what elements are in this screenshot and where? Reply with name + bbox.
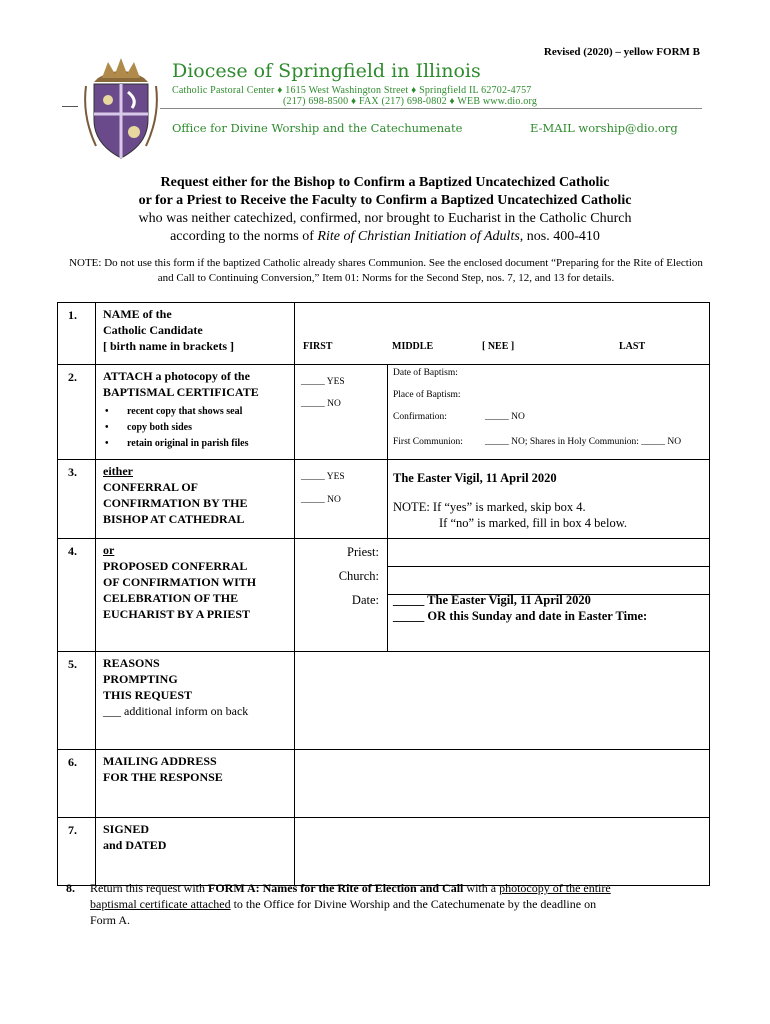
church-label: Church: — [338, 569, 379, 583]
middle-name-label: MIDDLE — [392, 341, 434, 352]
first-communion-label: First Communion: — [393, 437, 463, 447]
column-divider — [387, 460, 388, 538]
row-label: SIGNED and DATED — [96, 818, 295, 886]
priest-conferral-details — [295, 539, 710, 652]
confirmation-label: Confirmation: — [393, 412, 447, 422]
request-form-table — [57, 302, 710, 886]
row-number: 6. — [58, 750, 96, 818]
row-priest-conferral — [58, 539, 710, 652]
last-name-label: LAST — [619, 341, 646, 352]
nee-label: [ NEE ] — [482, 341, 515, 352]
return-instructions: 8. Return this request with FORM A: Names for the Rite of Election and Call with a photocopy of the entire baptismal certificate attached to the Office for Divine Worship and the Catechumenate by the deadline on Form A. — [66, 881, 611, 927]
attached-no-checkbox[interactable]: _____ NO — [301, 399, 341, 409]
form-note: NOTE: Do not use this form if the baptized Catholic already shares Communion. See the enclosed document “Preparing for the Rite of Election and Call to Continuing Conversion,” Item 01: Norms for the Second Step, nos. 7, 12, and 13 for details. — [69, 257, 703, 284]
office-email: E-MAIL worship@dio.org — [530, 121, 678, 135]
address-line-2: (217) 698-8500 ♦ FAX (217) 698-0802 ♦ WEB www.dio.org — [283, 96, 538, 107]
date-of-baptism-field[interactable]: Date of Baptism: — [393, 368, 458, 378]
row-label: or PROPOSED CONFERRAL OF CONFIRMATION WITH CELEBRATION OF THE EUCHARIST BY A PRIEST — [96, 539, 295, 652]
title-line-3: who was neither catechized, confirmed, nor brought to Eucharist in the Catholic Church — [138, 211, 632, 226]
seal-rule — [62, 106, 78, 107]
list-item: • retain original in parish files — [103, 436, 288, 452]
skip-note-yes: NOTE: If “yes” is marked, skip box 4. — [393, 500, 586, 514]
certificate-requirements — [103, 404, 288, 452]
date-label: Date: — [351, 593, 379, 607]
office-name: Office for Divine Worship and the Catechumenate — [172, 121, 463, 135]
row-number: 7. — [58, 818, 96, 886]
priest-field[interactable] — [387, 539, 709, 567]
header-rule — [160, 108, 702, 109]
bishop-yes-checkbox[interactable]: _____ YES — [301, 472, 345, 482]
row-baptismal-certificate — [58, 365, 710, 460]
candidate-name-field[interactable] — [295, 303, 710, 365]
list-item: • copy both sides — [103, 420, 288, 436]
row-number: 4. — [58, 539, 96, 652]
row-label: REASONS PROMPTING THIS REQUEST ___ additional inform on back — [96, 652, 295, 750]
row-mailing-address — [58, 750, 710, 818]
list-item: • recent copy that shows seal — [103, 404, 288, 420]
row-bishop-conferral — [58, 460, 710, 539]
row-number: 1. — [58, 303, 96, 365]
column-divider — [387, 365, 388, 459]
row-candidate-name — [58, 303, 710, 365]
confirmation-no-checkbox[interactable]: _____ NO — [485, 412, 525, 422]
easter-vigil-option[interactable]: _____ The Easter Vigil, 11 April 2020 — [393, 593, 591, 607]
title-line-1: Request either for the Bishop to Confirm a Baptized Uncatechized Catholic — [160, 175, 610, 190]
bishop-no-checkbox[interactable]: _____ NO — [301, 495, 341, 505]
baptism-details — [295, 365, 710, 460]
skip-note-no: If “no” is marked, fill in box 4 below. — [439, 516, 628, 530]
church-field[interactable] — [387, 567, 709, 595]
mailing-address-field[interactable] — [295, 750, 710, 818]
row-label: MAILING ADDRESS FOR THE RESPONSE — [96, 750, 295, 818]
title-line-2: or for a Priest to Receive the Faculty to Confirm a Baptized Uncatechized Catholic — [138, 193, 632, 208]
title-line-4: according to the norms of Rite of Christian Initiation of Adults, nos. 400-410 — [170, 229, 600, 244]
diocese-name: Diocese of Springfield in Illinois — [172, 60, 481, 82]
row-number: 3. — [58, 460, 96, 539]
signature-field[interactable] — [295, 818, 710, 886]
communion-no-checkbox[interactable]: _____ NO; Shares in Holy Communion: _____ NO — [485, 437, 682, 447]
diocesan-seal-icon — [82, 56, 160, 160]
row-signature — [58, 818, 710, 886]
row-number: 2. — [58, 365, 96, 460]
bishop-conferral-details — [295, 460, 710, 539]
first-name-label: FIRST — [303, 341, 333, 352]
row-label: NAME of the Catholic Candidate [ birth name in brackets ] — [96, 303, 295, 365]
priest-label: Priest: — [347, 545, 379, 559]
reasons-field[interactable] — [295, 652, 710, 750]
attached-yes-checkbox[interactable]: _____ YES — [301, 377, 345, 387]
row-label: either CONFERRAL OF CONFIRMATION BY THE BISHOP AT CATHEDRAL — [96, 460, 295, 539]
form-title — [60, 174, 710, 246]
address-line-1: Catholic Pastoral Center ♦ 1615 West Washington Street ♦ Springfield IL 62702-4757 — [172, 85, 532, 96]
row-reasons — [58, 652, 710, 750]
row-label: ATTACH a photocopy of the BAPTISMAL CERTIFICATE • recent copy that shows seal • copy both sides • retain original in parish files — [96, 365, 295, 460]
revision-label: Revised (2020) – yellow FORM B — [543, 46, 700, 58]
easter-sunday-option[interactable]: _____ OR this Sunday and date in Easter Time: — [393, 609, 648, 623]
easter-vigil-date: The Easter Vigil, 11 April 2020 — [393, 471, 557, 485]
row-number: 5. — [58, 652, 96, 750]
place-of-baptism-field[interactable]: Place of Baptism: — [393, 390, 461, 400]
